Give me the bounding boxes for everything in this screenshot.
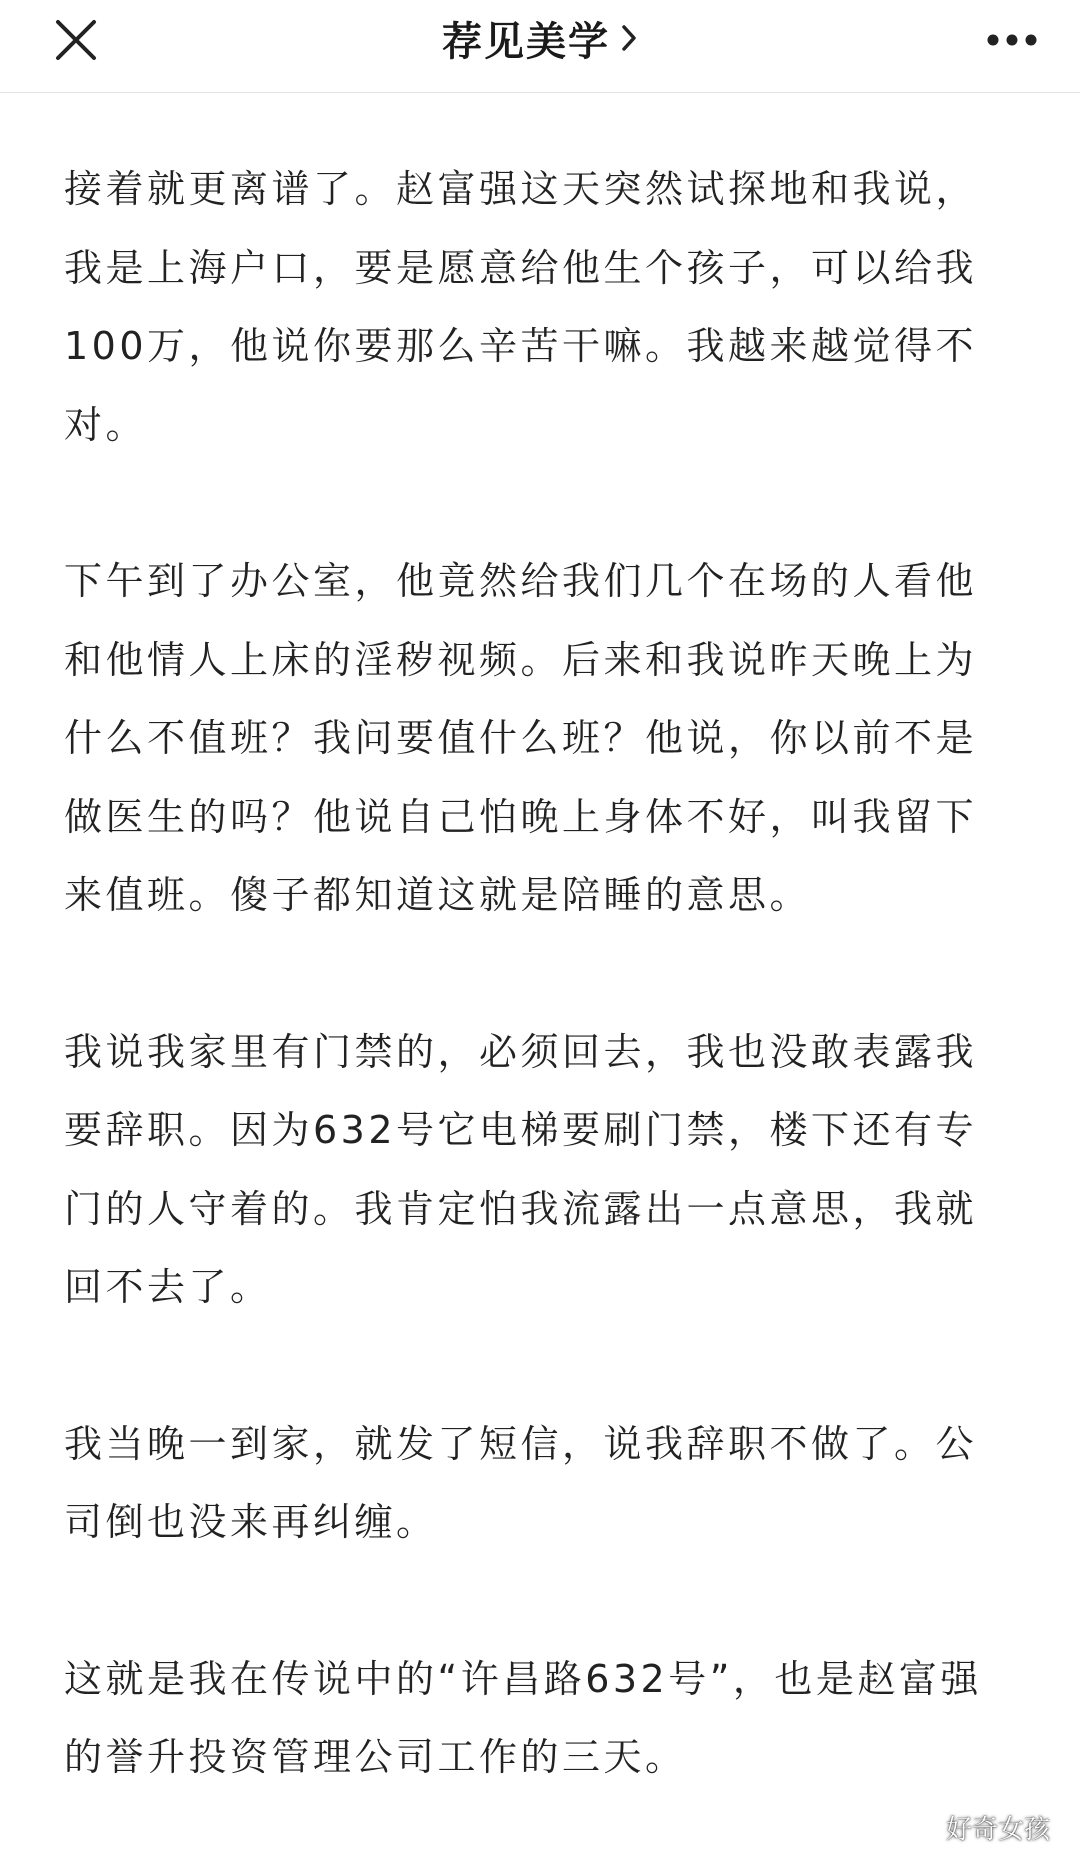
- watermark: [898, 1809, 1050, 1846]
- text-line: 我当晚一到家，就发了短信，说我辞职不做了。公: [64, 1421, 978, 1466]
- text-line: 100万，他说你要那么辛苦干嘛。我越来越觉得不: [64, 324, 978, 368]
- paragraph-1: [64, 150, 1024, 464]
- wechat-icon: [898, 1811, 938, 1845]
- text-line: 对。: [64, 402, 148, 447]
- text-line: 接着就更离谱了。赵富强这天突然试探地和我说，: [64, 167, 978, 211]
- paragraph-2: [64, 542, 1024, 935]
- text-line: 我说我家里有门禁的，必须回去，我也没敢表露我: [64, 1029, 978, 1074]
- text-line: 门的人守着的。我肯定怕我流露出一点意思，我就: [64, 1186, 978, 1231]
- paragraph-4: [64, 1405, 1024, 1562]
- chevron-right-icon: [620, 23, 638, 53]
- more-button[interactable]: [980, 14, 1044, 66]
- paragraph-5: [64, 1640, 1024, 1797]
- text-line: 司倒也没来再纠缠。: [64, 1500, 438, 1544]
- paragraph-3: [64, 1013, 1024, 1327]
- text-line: 这就是我在传说中的“许昌路632号”，也是赵富强: [64, 1656, 982, 1701]
- top-bar: [0, 0, 1080, 93]
- page-title: 荐见美学: [442, 18, 610, 65]
- text-line: 来值班。傻子都知道这就是陪睡的意思。: [64, 873, 812, 917]
- text-line: 要辞职。因为632号它电梯要刷门禁，楼下还有专: [64, 1108, 978, 1152]
- text-line: 回不去了。: [64, 1265, 272, 1309]
- more-dots-icon: [986, 33, 1038, 47]
- text-line: 什么不值班？我问要值什么班？他说，你以前不是: [64, 716, 978, 760]
- text-line: 下午到了办公室，他竟然给我们几个在场的人看他: [64, 559, 978, 603]
- watermark-text: 好奇女孩: [945, 1815, 1050, 1845]
- text-line: 和他情人上床的淫秽视频。后来和我说昨天晚上为: [64, 637, 978, 682]
- article-body: [64, 150, 1024, 1875]
- text-line: 的誉升投资管理公司工作的三天。: [64, 1735, 687, 1779]
- text-line: 我是上海户口，要是愿意给他生个孩子，可以给我: [64, 245, 978, 290]
- account-title-link[interactable]: [0, 0, 1080, 76]
- text-line: 做医生的吗？他说自己怕晚上身体不好，叫我留下: [64, 794, 978, 839]
